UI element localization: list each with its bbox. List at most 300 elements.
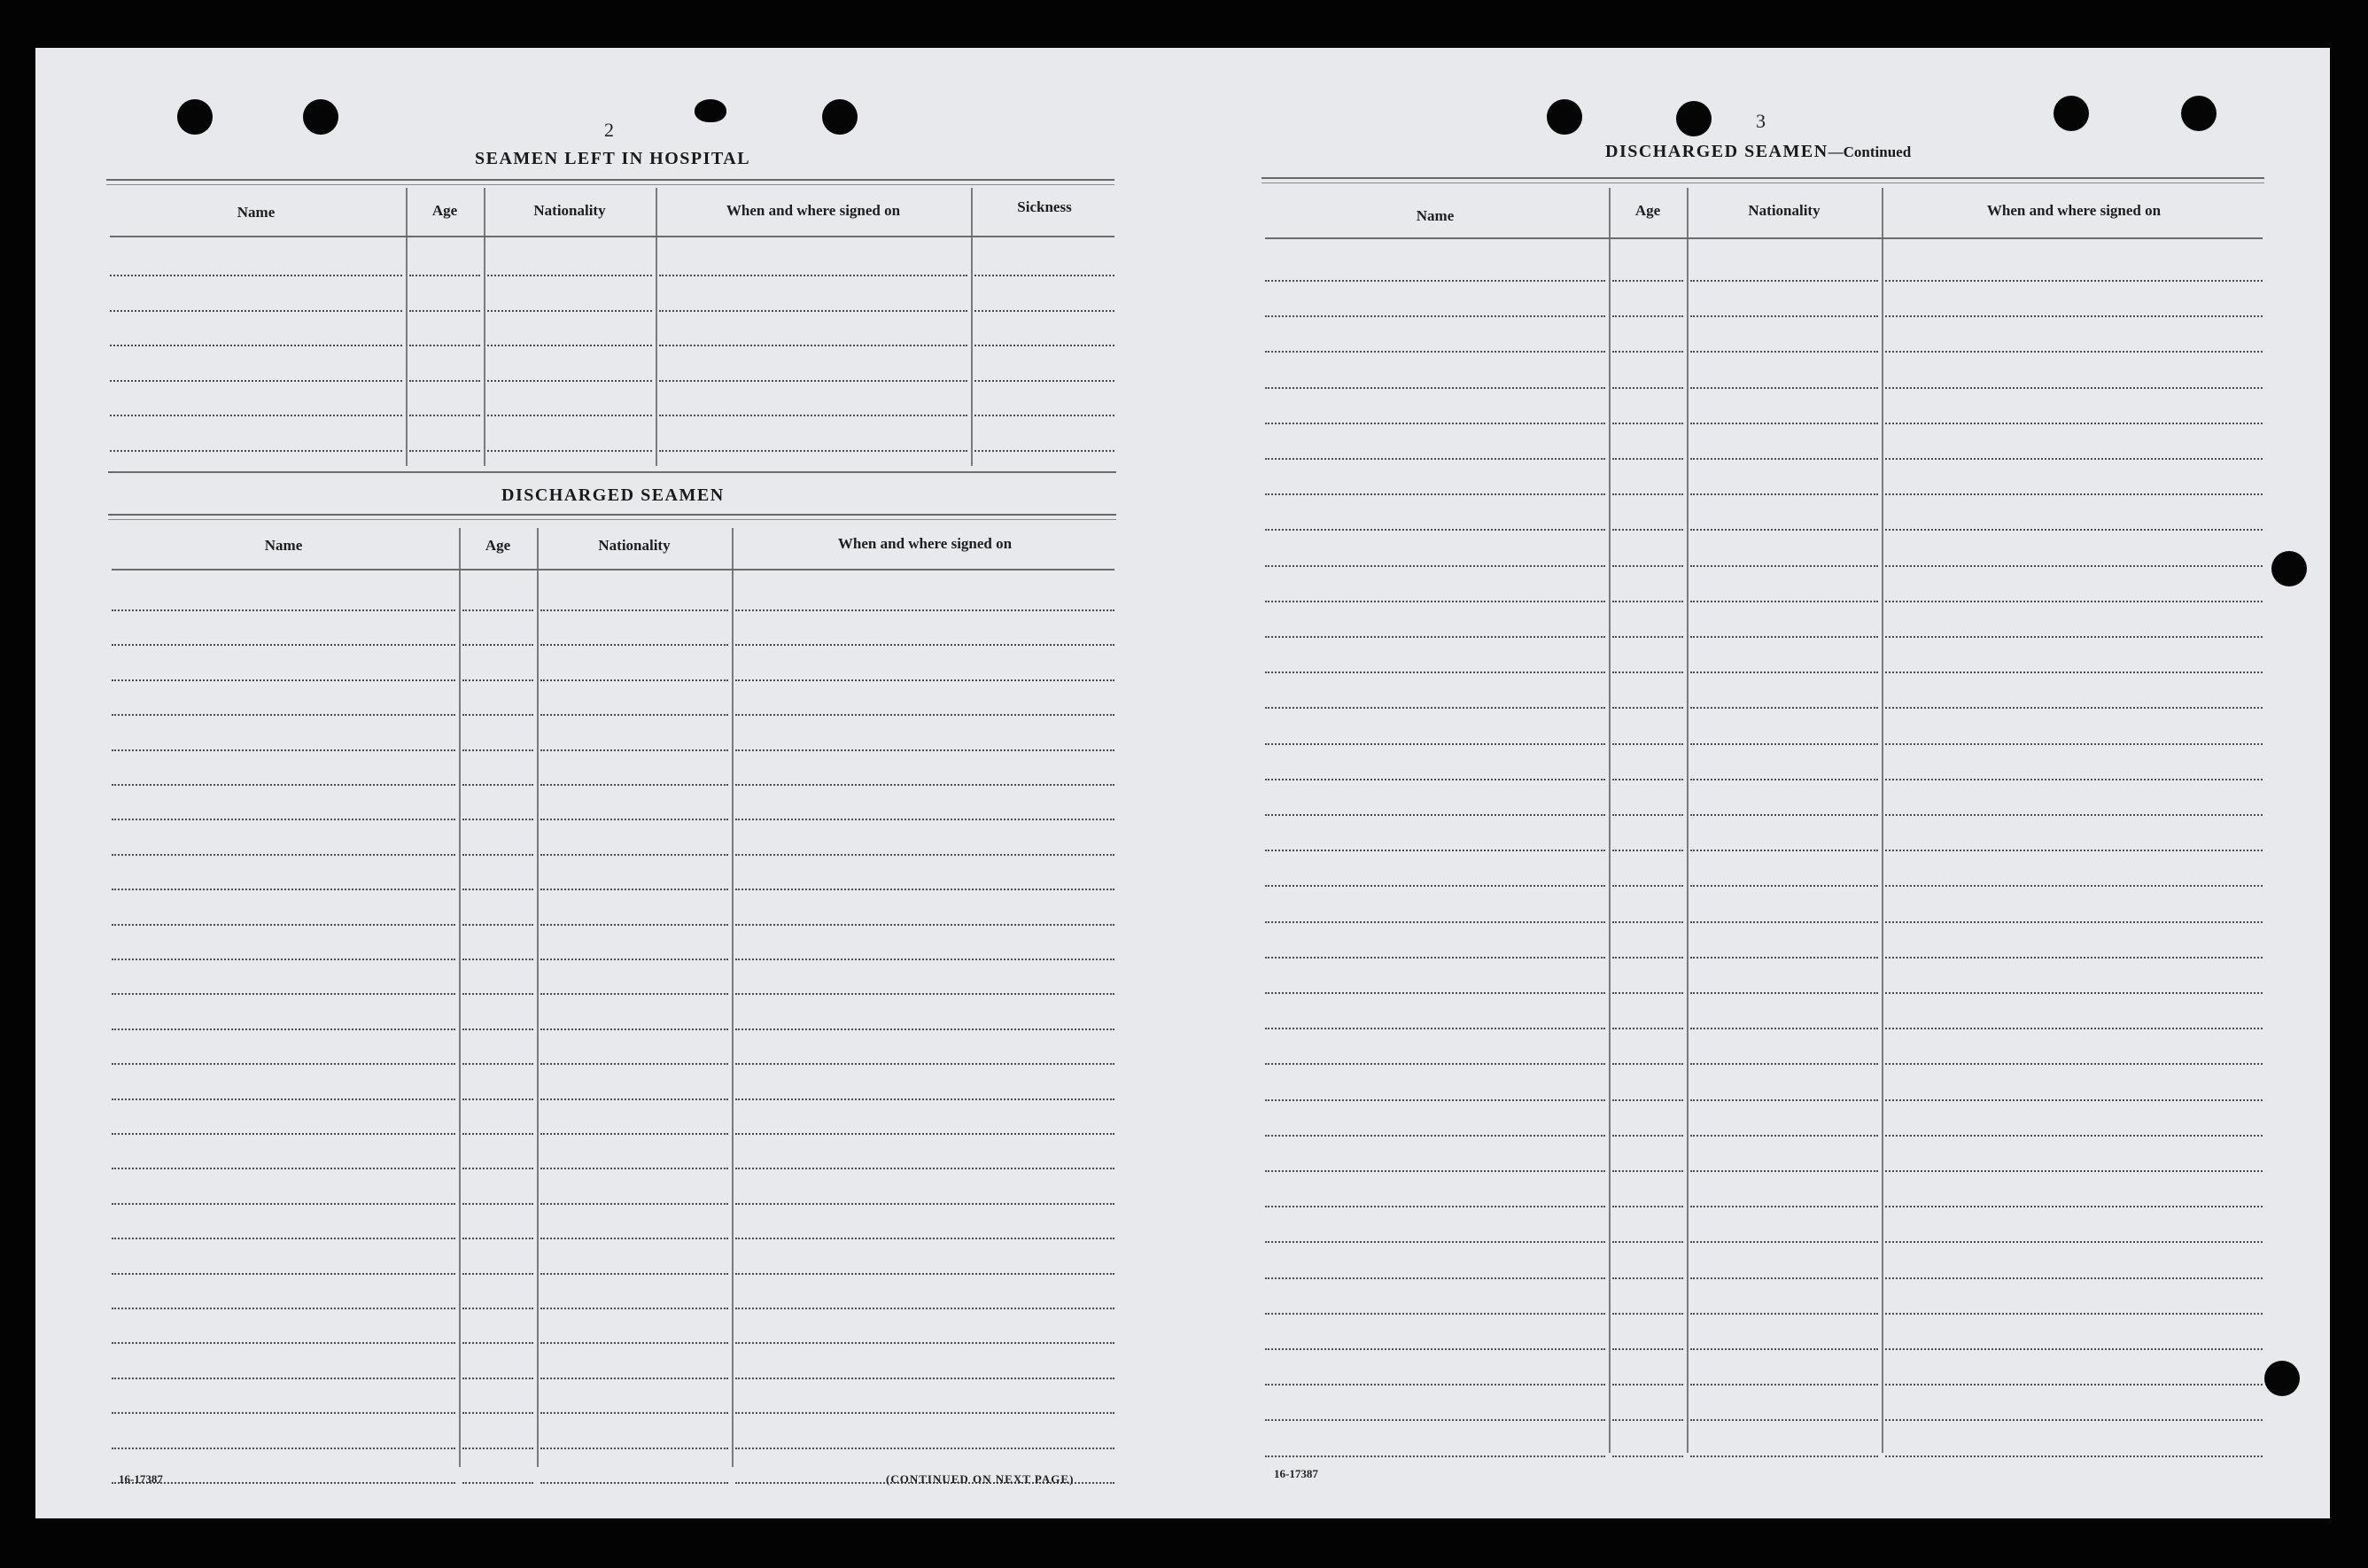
entry-line[interactable] xyxy=(1885,423,2263,424)
entry-line[interactable] xyxy=(1265,1277,1605,1279)
entry-line[interactable] xyxy=(735,1168,1114,1169)
entry-line[interactable] xyxy=(1612,1348,1683,1350)
entry-line[interactable] xyxy=(1265,280,1605,282)
entry-line[interactable] xyxy=(735,889,1114,890)
entry-line[interactable] xyxy=(735,1448,1114,1449)
column-header: Nationality xyxy=(533,202,606,219)
entry-line[interactable] xyxy=(112,924,455,926)
entry-line[interactable] xyxy=(1690,707,1878,709)
column-header: Nationality xyxy=(598,537,671,554)
entry-line[interactable] xyxy=(540,854,728,856)
punch-hole xyxy=(1547,99,1582,135)
entry-line[interactable] xyxy=(974,415,1114,416)
entry-line[interactable] xyxy=(1690,743,1878,745)
entry-line[interactable] xyxy=(1612,1135,1683,1137)
entry-line[interactable] xyxy=(540,609,728,611)
entry-line[interactable] xyxy=(110,310,402,312)
form-number-right: 16-17387 xyxy=(1274,1467,1318,1480)
entry-line[interactable] xyxy=(1612,1277,1683,1279)
entry-line[interactable] xyxy=(1885,1206,2263,1207)
entry-line[interactable] xyxy=(1885,1419,2263,1421)
entry-line[interactable] xyxy=(735,1098,1114,1100)
entry-line[interactable] xyxy=(540,714,728,716)
entry-line[interactable] xyxy=(1612,636,1683,638)
entry-line[interactable] xyxy=(540,1203,728,1205)
entry-line[interactable] xyxy=(735,644,1114,646)
entry-line[interactable] xyxy=(462,959,533,960)
entry-line[interactable] xyxy=(487,380,652,382)
entry-line[interactable] xyxy=(462,889,533,890)
entry-line[interactable] xyxy=(462,784,533,786)
entry-line[interactable] xyxy=(540,749,728,751)
entry-line[interactable] xyxy=(112,679,455,681)
entry-line[interactable] xyxy=(540,1029,728,1030)
entry-line[interactable] xyxy=(110,415,402,416)
entry-line[interactable] xyxy=(1690,1099,1878,1101)
entry-line[interactable] xyxy=(735,1273,1114,1275)
entry-line[interactable] xyxy=(1265,1348,1605,1350)
entry-line[interactable] xyxy=(110,345,402,346)
entry-line[interactable] xyxy=(1612,280,1683,282)
entry-line[interactable] xyxy=(112,1308,455,1309)
entry-line[interactable] xyxy=(1612,1063,1683,1065)
entry-line[interactable] xyxy=(1265,529,1605,531)
entry-line[interactable] xyxy=(974,450,1114,452)
entry-line[interactable] xyxy=(540,784,728,786)
entry-line[interactable] xyxy=(1690,1028,1878,1029)
entry-line[interactable] xyxy=(1885,992,2263,994)
entry-line[interactable] xyxy=(1265,351,1605,353)
entry-line[interactable] xyxy=(1885,779,2263,780)
entry-line[interactable] xyxy=(1265,921,1605,923)
entry-line[interactable] xyxy=(1885,1348,2263,1350)
entry-line[interactable] xyxy=(1885,351,2263,353)
page-number-right: 3 xyxy=(1756,110,1766,132)
entry-line[interactable] xyxy=(1690,779,1878,780)
entry-line[interactable] xyxy=(487,415,652,416)
entry-line[interactable] xyxy=(112,1412,455,1414)
entry-line[interactable] xyxy=(659,380,967,382)
entry-line[interactable] xyxy=(112,1029,455,1030)
entry-line[interactable] xyxy=(540,644,728,646)
entry-line[interactable] xyxy=(1885,565,2263,567)
entry-line[interactable] xyxy=(462,1342,533,1344)
entry-line[interactable] xyxy=(735,1412,1114,1414)
entry-line[interactable] xyxy=(1690,458,1878,460)
entry-line[interactable] xyxy=(409,310,480,312)
entry-line[interactable] xyxy=(1690,1206,1878,1207)
entry-line[interactable] xyxy=(462,749,533,751)
entry-line[interactable] xyxy=(462,819,533,820)
entry-line[interactable] xyxy=(974,380,1114,382)
entry-line[interactable] xyxy=(1612,1241,1683,1243)
entry-line[interactable] xyxy=(1885,1455,2263,1457)
entry-line[interactable] xyxy=(1690,493,1878,495)
entry-line[interactable] xyxy=(1690,280,1878,282)
column-header: When and where signed on xyxy=(837,535,1013,552)
entry-line[interactable] xyxy=(1265,992,1605,994)
entry-line[interactable] xyxy=(540,1448,728,1449)
entry-line[interactable] xyxy=(1265,814,1605,816)
entry-line[interactable] xyxy=(1265,1135,1605,1137)
entry-line[interactable] xyxy=(462,1448,533,1449)
entry-line[interactable] xyxy=(462,854,533,856)
entry-line[interactable] xyxy=(540,1308,728,1309)
entry-line[interactable] xyxy=(112,1238,455,1239)
entry-line[interactable] xyxy=(1885,1313,2263,1315)
register-sheet xyxy=(35,48,2330,1518)
entry-line[interactable] xyxy=(540,679,728,681)
entry-line[interactable] xyxy=(1690,351,1878,353)
punch-hole xyxy=(177,99,213,135)
entry-line[interactable] xyxy=(409,275,480,276)
entry-line[interactable] xyxy=(1265,1063,1605,1065)
entry-line[interactable] xyxy=(462,924,533,926)
entry-line[interactable] xyxy=(735,609,1114,611)
entry-line[interactable] xyxy=(1885,1135,2263,1137)
entry-line[interactable] xyxy=(1690,315,1878,317)
entry-line[interactable] xyxy=(1612,458,1683,460)
entry-line[interactable] xyxy=(735,1308,1114,1309)
entry-line[interactable] xyxy=(112,1063,455,1065)
entry-line[interactable] xyxy=(540,1273,728,1275)
column-divider xyxy=(1687,188,1689,1453)
entry-line[interactable] xyxy=(735,819,1114,820)
entry-line[interactable] xyxy=(1612,885,1683,887)
entry-line[interactable] xyxy=(409,450,480,452)
entry-line[interactable] xyxy=(540,1342,728,1344)
entry-line[interactable] xyxy=(462,644,533,646)
column-divider xyxy=(1609,188,1611,1453)
entry-line[interactable] xyxy=(1885,1384,2263,1386)
continued-table-title-main: DISCHARGED SEAMEN xyxy=(1605,142,1828,161)
entry-line[interactable] xyxy=(1885,850,2263,851)
entry-line[interactable] xyxy=(1690,387,1878,389)
entry-line[interactable] xyxy=(112,854,455,856)
entry-line[interactable] xyxy=(112,1342,455,1344)
entry-line[interactable] xyxy=(462,993,533,995)
entry-line[interactable] xyxy=(112,1482,455,1484)
entry-line[interactable] xyxy=(1885,1099,2263,1101)
entry-line[interactable] xyxy=(1265,1099,1605,1101)
entry-line[interactable] xyxy=(112,1448,455,1449)
entry-line[interactable] xyxy=(1612,743,1683,745)
entry-line[interactable] xyxy=(1690,1277,1878,1279)
entry-line[interactable] xyxy=(462,1238,533,1239)
column-header: Nationality xyxy=(1748,202,1821,219)
entry-line[interactable] xyxy=(462,1098,533,1100)
entry-line[interactable] xyxy=(1885,957,2263,959)
entry-line[interactable] xyxy=(409,380,480,382)
punch-hole xyxy=(1676,101,1712,136)
entry-line[interactable] xyxy=(112,1203,455,1205)
entry-line[interactable] xyxy=(1265,1170,1605,1172)
divider xyxy=(1262,177,2264,183)
column-header: When and where signed on xyxy=(1986,202,2162,219)
entry-line[interactable] xyxy=(659,415,967,416)
entry-line[interactable] xyxy=(540,1168,728,1169)
entry-line[interactable] xyxy=(1265,1028,1605,1029)
entry-line[interactable] xyxy=(1885,743,2263,745)
entry-line[interactable] xyxy=(1612,921,1683,923)
entry-line[interactable] xyxy=(1265,458,1605,460)
entry-line[interactable] xyxy=(1612,957,1683,959)
entry-line[interactable] xyxy=(540,959,728,960)
entry-line[interactable] xyxy=(1265,779,1605,780)
entry-line[interactable] xyxy=(1690,636,1878,638)
entry-line[interactable] xyxy=(1885,707,2263,709)
entry-line[interactable] xyxy=(1265,565,1605,567)
entry-line[interactable] xyxy=(462,1133,533,1135)
entry-line[interactable] xyxy=(1265,1313,1605,1315)
entry-line[interactable] xyxy=(659,310,967,312)
entry-line[interactable] xyxy=(112,644,455,646)
entry-line[interactable] xyxy=(110,450,402,452)
entry-line[interactable] xyxy=(487,275,652,276)
entry-line[interactable] xyxy=(1690,814,1878,816)
column-header: Name xyxy=(237,204,276,221)
entry-line[interactable] xyxy=(462,1203,533,1205)
entry-line[interactable] xyxy=(1612,779,1683,780)
column-header: When and where signed on xyxy=(726,202,901,219)
entry-line[interactable] xyxy=(462,1063,533,1065)
entry-line[interactable] xyxy=(1265,493,1605,495)
entry-line[interactable] xyxy=(1265,1384,1605,1386)
entry-line[interactable] xyxy=(540,889,728,890)
entry-line[interactable] xyxy=(735,959,1114,960)
entry-line[interactable] xyxy=(1612,671,1683,673)
entry-line[interactable] xyxy=(1885,1028,2263,1029)
entry-line[interactable] xyxy=(1265,1206,1605,1207)
entry-line[interactable] xyxy=(110,380,402,382)
entry-line[interactable] xyxy=(735,1133,1114,1135)
entry-line[interactable] xyxy=(1690,921,1878,923)
entry-line[interactable] xyxy=(735,784,1114,786)
entry-line[interactable] xyxy=(735,1203,1114,1205)
entry-line[interactable] xyxy=(974,345,1114,346)
entry-line[interactable] xyxy=(540,1238,728,1239)
punch-hole xyxy=(2271,551,2307,586)
column-divider xyxy=(656,188,657,466)
entry-line[interactable] xyxy=(1265,1455,1605,1457)
entry-line[interactable] xyxy=(1885,529,2263,531)
entry-line[interactable] xyxy=(735,993,1114,995)
entry-line[interactable] xyxy=(1612,493,1683,495)
entry-line[interactable] xyxy=(1265,387,1605,389)
entry-line[interactable] xyxy=(1612,1419,1683,1421)
entry-line[interactable] xyxy=(540,1063,728,1065)
entry-line[interactable] xyxy=(659,450,967,452)
column-divider xyxy=(732,528,734,1467)
entry-line[interactable] xyxy=(112,1273,455,1275)
entry-line[interactable] xyxy=(1885,1170,2263,1172)
entry-line[interactable] xyxy=(1265,957,1605,959)
entry-line[interactable] xyxy=(112,714,455,716)
entry-line[interactable] xyxy=(1612,351,1683,353)
entry-line[interactable] xyxy=(487,450,652,452)
entry-line[interactable] xyxy=(1612,850,1683,851)
column-divider xyxy=(459,528,461,1467)
punch-hole xyxy=(695,99,726,122)
divider xyxy=(106,179,1114,185)
entry-line[interactable] xyxy=(1612,423,1683,424)
entry-line[interactable] xyxy=(659,275,967,276)
entry-line[interactable] xyxy=(1885,921,2263,923)
entry-line[interactable] xyxy=(1690,1170,1878,1172)
entry-line[interactable] xyxy=(112,1168,455,1169)
entry-line[interactable] xyxy=(409,345,480,346)
entry-line[interactable] xyxy=(1612,315,1683,317)
entry-line[interactable] xyxy=(1885,458,2263,460)
entry-line[interactable] xyxy=(1885,1063,2263,1065)
entry-line[interactable] xyxy=(1612,1206,1683,1207)
entry-line[interactable] xyxy=(112,609,455,611)
entry-line[interactable] xyxy=(735,679,1114,681)
entry-line[interactable] xyxy=(1885,1277,2263,1279)
entry-line[interactable] xyxy=(735,1063,1114,1065)
entry-line[interactable] xyxy=(1265,743,1605,745)
entry-line[interactable] xyxy=(462,1482,533,1484)
entry-line[interactable] xyxy=(1690,1313,1878,1315)
entry-line[interactable] xyxy=(1690,1419,1878,1421)
entry-line[interactable] xyxy=(487,345,652,346)
entry-line[interactable] xyxy=(112,749,455,751)
entry-line[interactable] xyxy=(1265,315,1605,317)
entry-line[interactable] xyxy=(462,1412,533,1414)
entry-line[interactable] xyxy=(1612,1455,1683,1457)
entry-line[interactable] xyxy=(1885,885,2263,887)
column-divider xyxy=(1882,188,1883,1453)
entry-line[interactable] xyxy=(1612,529,1683,531)
entry-line[interactable] xyxy=(462,1273,533,1275)
entry-line[interactable] xyxy=(1690,1455,1878,1457)
entry-line[interactable] xyxy=(462,1029,533,1030)
entry-line[interactable] xyxy=(540,993,728,995)
entry-line[interactable] xyxy=(1265,1241,1605,1243)
column-header: Age xyxy=(1634,202,1661,219)
entry-line[interactable] xyxy=(1690,1063,1878,1065)
entry-line[interactable] xyxy=(1885,315,2263,317)
entry-line[interactable] xyxy=(112,993,455,995)
entry-line[interactable] xyxy=(735,924,1114,926)
continued-table-title-suffix: —Continued xyxy=(1828,144,1912,160)
entry-line[interactable] xyxy=(1885,280,2263,282)
entry-line[interactable] xyxy=(659,345,967,346)
entry-line[interactable] xyxy=(462,1308,533,1309)
entry-line[interactable] xyxy=(1265,423,1605,424)
entry-line[interactable] xyxy=(1265,850,1605,851)
entry-line[interactable] xyxy=(1885,493,2263,495)
entry-line[interactable] xyxy=(409,415,480,416)
entry-line[interactable] xyxy=(1885,1241,2263,1243)
entry-line[interactable] xyxy=(1265,671,1605,673)
entry-line[interactable] xyxy=(735,1029,1114,1030)
entry-line[interactable] xyxy=(974,310,1114,312)
punch-hole xyxy=(822,99,858,135)
entry-line[interactable] xyxy=(112,1098,455,1100)
entry-line[interactable] xyxy=(735,714,1114,716)
entry-line[interactable] xyxy=(540,1133,728,1135)
entry-line[interactable] xyxy=(1612,565,1683,567)
entry-line[interactable] xyxy=(462,609,533,611)
entry-line[interactable] xyxy=(462,714,533,716)
entry-line[interactable] xyxy=(1885,601,2263,602)
entry-line[interactable] xyxy=(462,679,533,681)
entry-line[interactable] xyxy=(1690,565,1878,567)
entry-line[interactable] xyxy=(1690,885,1878,887)
entry-line[interactable] xyxy=(1612,814,1683,816)
punch-hole xyxy=(2181,96,2217,131)
entry-line[interactable] xyxy=(540,1482,728,1484)
entry-line[interactable] xyxy=(112,819,455,820)
entry-line[interactable] xyxy=(1885,671,2263,673)
entry-line[interactable] xyxy=(735,854,1114,856)
entry-line[interactable] xyxy=(540,1412,728,1414)
entry-line[interactable] xyxy=(1612,387,1683,389)
continued-note: (CONTINUED ON NEXT PAGE) xyxy=(886,1472,1075,1486)
entry-line[interactable] xyxy=(1612,992,1683,994)
entry-line[interactable] xyxy=(112,1378,455,1379)
entry-line[interactable] xyxy=(540,819,728,820)
entry-line[interactable] xyxy=(735,1238,1114,1239)
entry-line[interactable] xyxy=(1612,707,1683,709)
entry-line[interactable] xyxy=(1612,1028,1683,1029)
entry-line[interactable] xyxy=(112,959,455,960)
entry-line[interactable] xyxy=(1265,601,1605,602)
entry-line[interactable] xyxy=(112,1133,455,1135)
entry-line[interactable] xyxy=(735,749,1114,751)
entry-line[interactable] xyxy=(1612,601,1683,602)
entry-line[interactable] xyxy=(974,275,1114,276)
entry-line[interactable] xyxy=(1265,707,1605,709)
entry-line[interactable] xyxy=(1690,1241,1878,1243)
entry-line[interactable] xyxy=(1612,1313,1683,1315)
entry-line[interactable] xyxy=(1612,1384,1683,1386)
entry-line[interactable] xyxy=(1690,850,1878,851)
entry-line[interactable] xyxy=(735,1342,1114,1344)
entry-line[interactable] xyxy=(1612,1170,1683,1172)
entry-line[interactable] xyxy=(1265,636,1605,638)
entry-line[interactable] xyxy=(1885,387,2263,389)
entry-line[interactable] xyxy=(1690,1135,1878,1137)
entry-line[interactable] xyxy=(1690,423,1878,424)
entry-line[interactable] xyxy=(735,1378,1114,1379)
entry-line[interactable] xyxy=(1265,1419,1605,1421)
continued-table-title xyxy=(1605,142,1911,162)
entry-line[interactable] xyxy=(540,1098,728,1100)
entry-line[interactable] xyxy=(112,784,455,786)
entry-line[interactable] xyxy=(1690,957,1878,959)
entry-line[interactable] xyxy=(487,310,652,312)
entry-line[interactable] xyxy=(1690,601,1878,602)
entry-line[interactable] xyxy=(462,1378,533,1379)
entry-line[interactable] xyxy=(462,1168,533,1169)
entry-line[interactable] xyxy=(1885,814,2263,816)
entry-line[interactable] xyxy=(110,275,402,276)
entry-line[interactable] xyxy=(1885,636,2263,638)
entry-line[interactable] xyxy=(1690,1348,1878,1350)
entry-line[interactable] xyxy=(112,889,455,890)
entry-line[interactable] xyxy=(540,924,728,926)
entry-line[interactable] xyxy=(1690,1384,1878,1386)
entry-line[interactable] xyxy=(1265,885,1605,887)
entry-line[interactable] xyxy=(1690,529,1878,531)
entry-line[interactable] xyxy=(1612,1099,1683,1101)
entry-line[interactable] xyxy=(1690,992,1878,994)
discharged-table-title: DISCHARGED SEAMEN xyxy=(501,485,725,505)
entry-line[interactable] xyxy=(1690,671,1878,673)
entry-line[interactable] xyxy=(540,1378,728,1379)
